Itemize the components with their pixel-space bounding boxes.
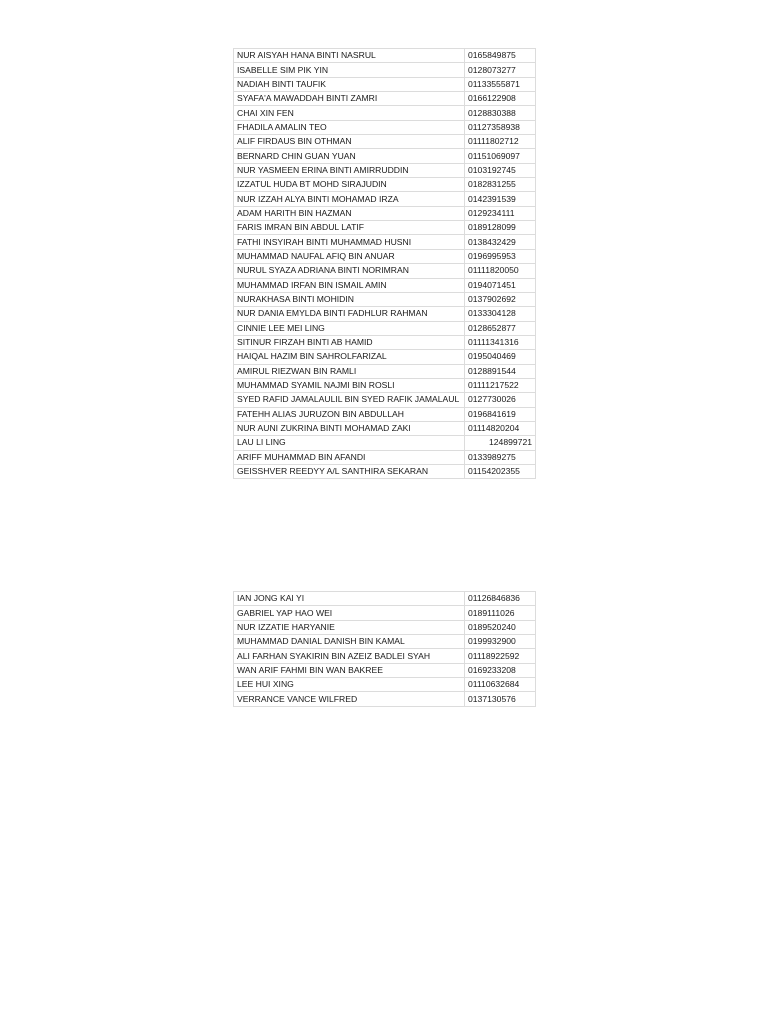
table-row — [234, 635, 536, 649]
phone-cell: 0138432429 — [465, 235, 536, 249]
table-row — [234, 421, 536, 435]
name-cell: MUHAMMAD SYAMIL NAJMI BIN ROSLI — [234, 378, 465, 392]
table-row — [234, 592, 536, 606]
name-cell: GABRIEL YAP HAO WEI — [234, 606, 465, 620]
name-cell: SYED RAFID JAMALAULIL BIN SYED RAFIK JAMALAUL — [234, 393, 465, 407]
table-row — [234, 407, 536, 421]
phone-cell: 0103192745 — [465, 163, 536, 177]
name-cell: BERNARD CHIN GUAN YUAN — [234, 149, 465, 163]
contact-table-1-container — [233, 48, 535, 479]
name-cell: SITINUR FIRZAH BINTI AB HAMID — [234, 335, 465, 349]
table-row — [234, 393, 536, 407]
phone-cell: 0189520240 — [465, 620, 536, 634]
table-row — [234, 364, 536, 378]
table-row — [234, 692, 536, 706]
name-cell: MUHAMMAD DANIAL DANISH BIN KAMAL — [234, 635, 465, 649]
table-row — [234, 321, 536, 335]
name-cell: FARIS IMRAN BIN ABDUL LATIF — [234, 221, 465, 235]
phone-cell: 124899721 — [465, 436, 536, 450]
phone-cell: 0189128099 — [465, 221, 536, 235]
name-cell: ALI FARHAN SYAKIRIN BIN AZEIZ BADLEI SYAH — [234, 649, 465, 663]
phone-cell: 01111802712 — [465, 135, 536, 149]
table-row — [234, 235, 536, 249]
phone-cell: 0166122908 — [465, 92, 536, 106]
name-cell: VERRANCE VANCE WILFRED — [234, 692, 465, 706]
phone-cell: 0199932900 — [465, 635, 536, 649]
name-cell: ARIFF MUHAMMAD BIN AFANDI — [234, 450, 465, 464]
name-cell: CHAI XIN FEN — [234, 106, 465, 120]
name-cell: MUHAMMAD NAUFAL AFIQ BIN ANUAR — [234, 249, 465, 263]
table-row — [234, 450, 536, 464]
phone-cell: 0137130576 — [465, 692, 536, 706]
phone-cell: 01118922592 — [465, 649, 536, 663]
name-cell: AMIRUL RIEZWAN BIN RAMLI — [234, 364, 465, 378]
phone-cell: 01111217522 — [465, 378, 536, 392]
table-row — [234, 464, 536, 478]
table-row — [234, 149, 536, 163]
contact-table-2 — [233, 591, 536, 707]
name-cell: ADAM HARITH BIN HAZMAN — [234, 206, 465, 220]
phone-cell: 01154202355 — [465, 464, 536, 478]
name-cell: FATHI INSYIRAH BINTI MUHAMMAD HUSNI — [234, 235, 465, 249]
table-row — [234, 307, 536, 321]
name-cell: WAN ARIF FAHMI BIN WAN BAKREE — [234, 663, 465, 677]
phone-cell: 01110632684 — [465, 678, 536, 692]
contact-table-2-container — [233, 591, 535, 707]
table-row — [234, 206, 536, 220]
name-cell: GEISSHVER REEDYY A/L SANTHIRA SEKARAN — [234, 464, 465, 478]
name-cell: NUR DANIA EMYLDA BINTI FADHLUR RAHMAN — [234, 307, 465, 321]
name-cell: NUR YASMEEN ERINA BINTI AMIRRUDDIN — [234, 163, 465, 177]
name-cell: NUR IZZAH ALYA BINTI MOHAMAD IRZA — [234, 192, 465, 206]
table-row — [234, 92, 536, 106]
table-row — [234, 163, 536, 177]
name-cell: ALIF FIRDAUS BIN OTHMAN — [234, 135, 465, 149]
phone-cell: 0128073277 — [465, 63, 536, 77]
table-row — [234, 350, 536, 364]
table-row — [234, 49, 536, 63]
name-cell: NADIAH BINTI TAUFIK — [234, 77, 465, 91]
table-row — [234, 292, 536, 306]
phone-cell: 0182831255 — [465, 178, 536, 192]
phone-cell: 01111820050 — [465, 264, 536, 278]
name-cell: SYAFA'A MAWADDAH BINTI ZAMRI — [234, 92, 465, 106]
phone-cell: 01126846836 — [465, 592, 536, 606]
name-cell: NURAKHASA BINTI MOHIDIN — [234, 292, 465, 306]
table-row — [234, 63, 536, 77]
phone-cell: 0128652877 — [465, 321, 536, 335]
table-row — [234, 249, 536, 263]
table-row — [234, 135, 536, 149]
table-row — [234, 192, 536, 206]
phone-cell: 01133555871 — [465, 77, 536, 91]
name-cell: HAIQAL HAZIM BIN SAHROLFARIZAL — [234, 350, 465, 364]
phone-cell: 01114820204 — [465, 421, 536, 435]
contact-table-1 — [233, 48, 536, 479]
table-row — [234, 120, 536, 134]
table-row — [234, 77, 536, 91]
table-row — [234, 663, 536, 677]
phone-cell: 0127730026 — [465, 393, 536, 407]
table-row — [234, 378, 536, 392]
name-cell: IZZATUL HUDA BT MOHD SIRAJUDIN — [234, 178, 465, 192]
phone-cell: 0128891544 — [465, 364, 536, 378]
table-row — [234, 606, 536, 620]
name-cell: IAN JONG KAI YI — [234, 592, 465, 606]
name-cell: NUR AUNI ZUKRINA BINTI MOHAMAD ZAKI — [234, 421, 465, 435]
phone-cell: 0137902692 — [465, 292, 536, 306]
phone-cell: 0133989275 — [465, 450, 536, 464]
table-row — [234, 649, 536, 663]
phone-cell: 01151069097 — [465, 149, 536, 163]
phone-cell: 01127358938 — [465, 120, 536, 134]
phone-cell: 0142391539 — [465, 192, 536, 206]
phone-cell: 0196841619 — [465, 407, 536, 421]
name-cell: FATEHH ALIAS JURUZON BIN ABDULLAH — [234, 407, 465, 421]
table-row — [234, 620, 536, 634]
name-cell: NUR IZZATIE HARYANIE — [234, 620, 465, 634]
phone-cell: 0194071451 — [465, 278, 536, 292]
name-cell: NUR AISYAH HANA BINTI NASRUL — [234, 49, 465, 63]
table-row — [234, 106, 536, 120]
name-cell: FHADILA AMALIN TEO — [234, 120, 465, 134]
phone-cell: 0196995953 — [465, 249, 536, 263]
table-row — [234, 678, 536, 692]
name-cell: LEE HUI XING — [234, 678, 465, 692]
table-row — [234, 278, 536, 292]
table-row — [234, 436, 536, 450]
name-cell: LAU LI LING — [234, 436, 465, 450]
name-cell: ISABELLE SIM PIK YIN — [234, 63, 465, 77]
table-row — [234, 221, 536, 235]
phone-cell: 0165849875 — [465, 49, 536, 63]
phone-cell: 0129234111 — [465, 206, 536, 220]
phone-cell: 0195040469 — [465, 350, 536, 364]
table-row — [234, 178, 536, 192]
phone-cell: 0133304128 — [465, 307, 536, 321]
name-cell: NURUL SYAZA ADRIANA BINTI NORIMRAN — [234, 264, 465, 278]
phone-cell: 0189111026 — [465, 606, 536, 620]
table-row — [234, 335, 536, 349]
name-cell: CINNIE LEE MEI LING — [234, 321, 465, 335]
name-cell: MUHAMMAD IRFAN BIN ISMAIL AMIN — [234, 278, 465, 292]
phone-cell: 0128830388 — [465, 106, 536, 120]
phone-cell: 01111341316 — [465, 335, 536, 349]
phone-cell: 0169233208 — [465, 663, 536, 677]
table-row — [234, 264, 536, 278]
